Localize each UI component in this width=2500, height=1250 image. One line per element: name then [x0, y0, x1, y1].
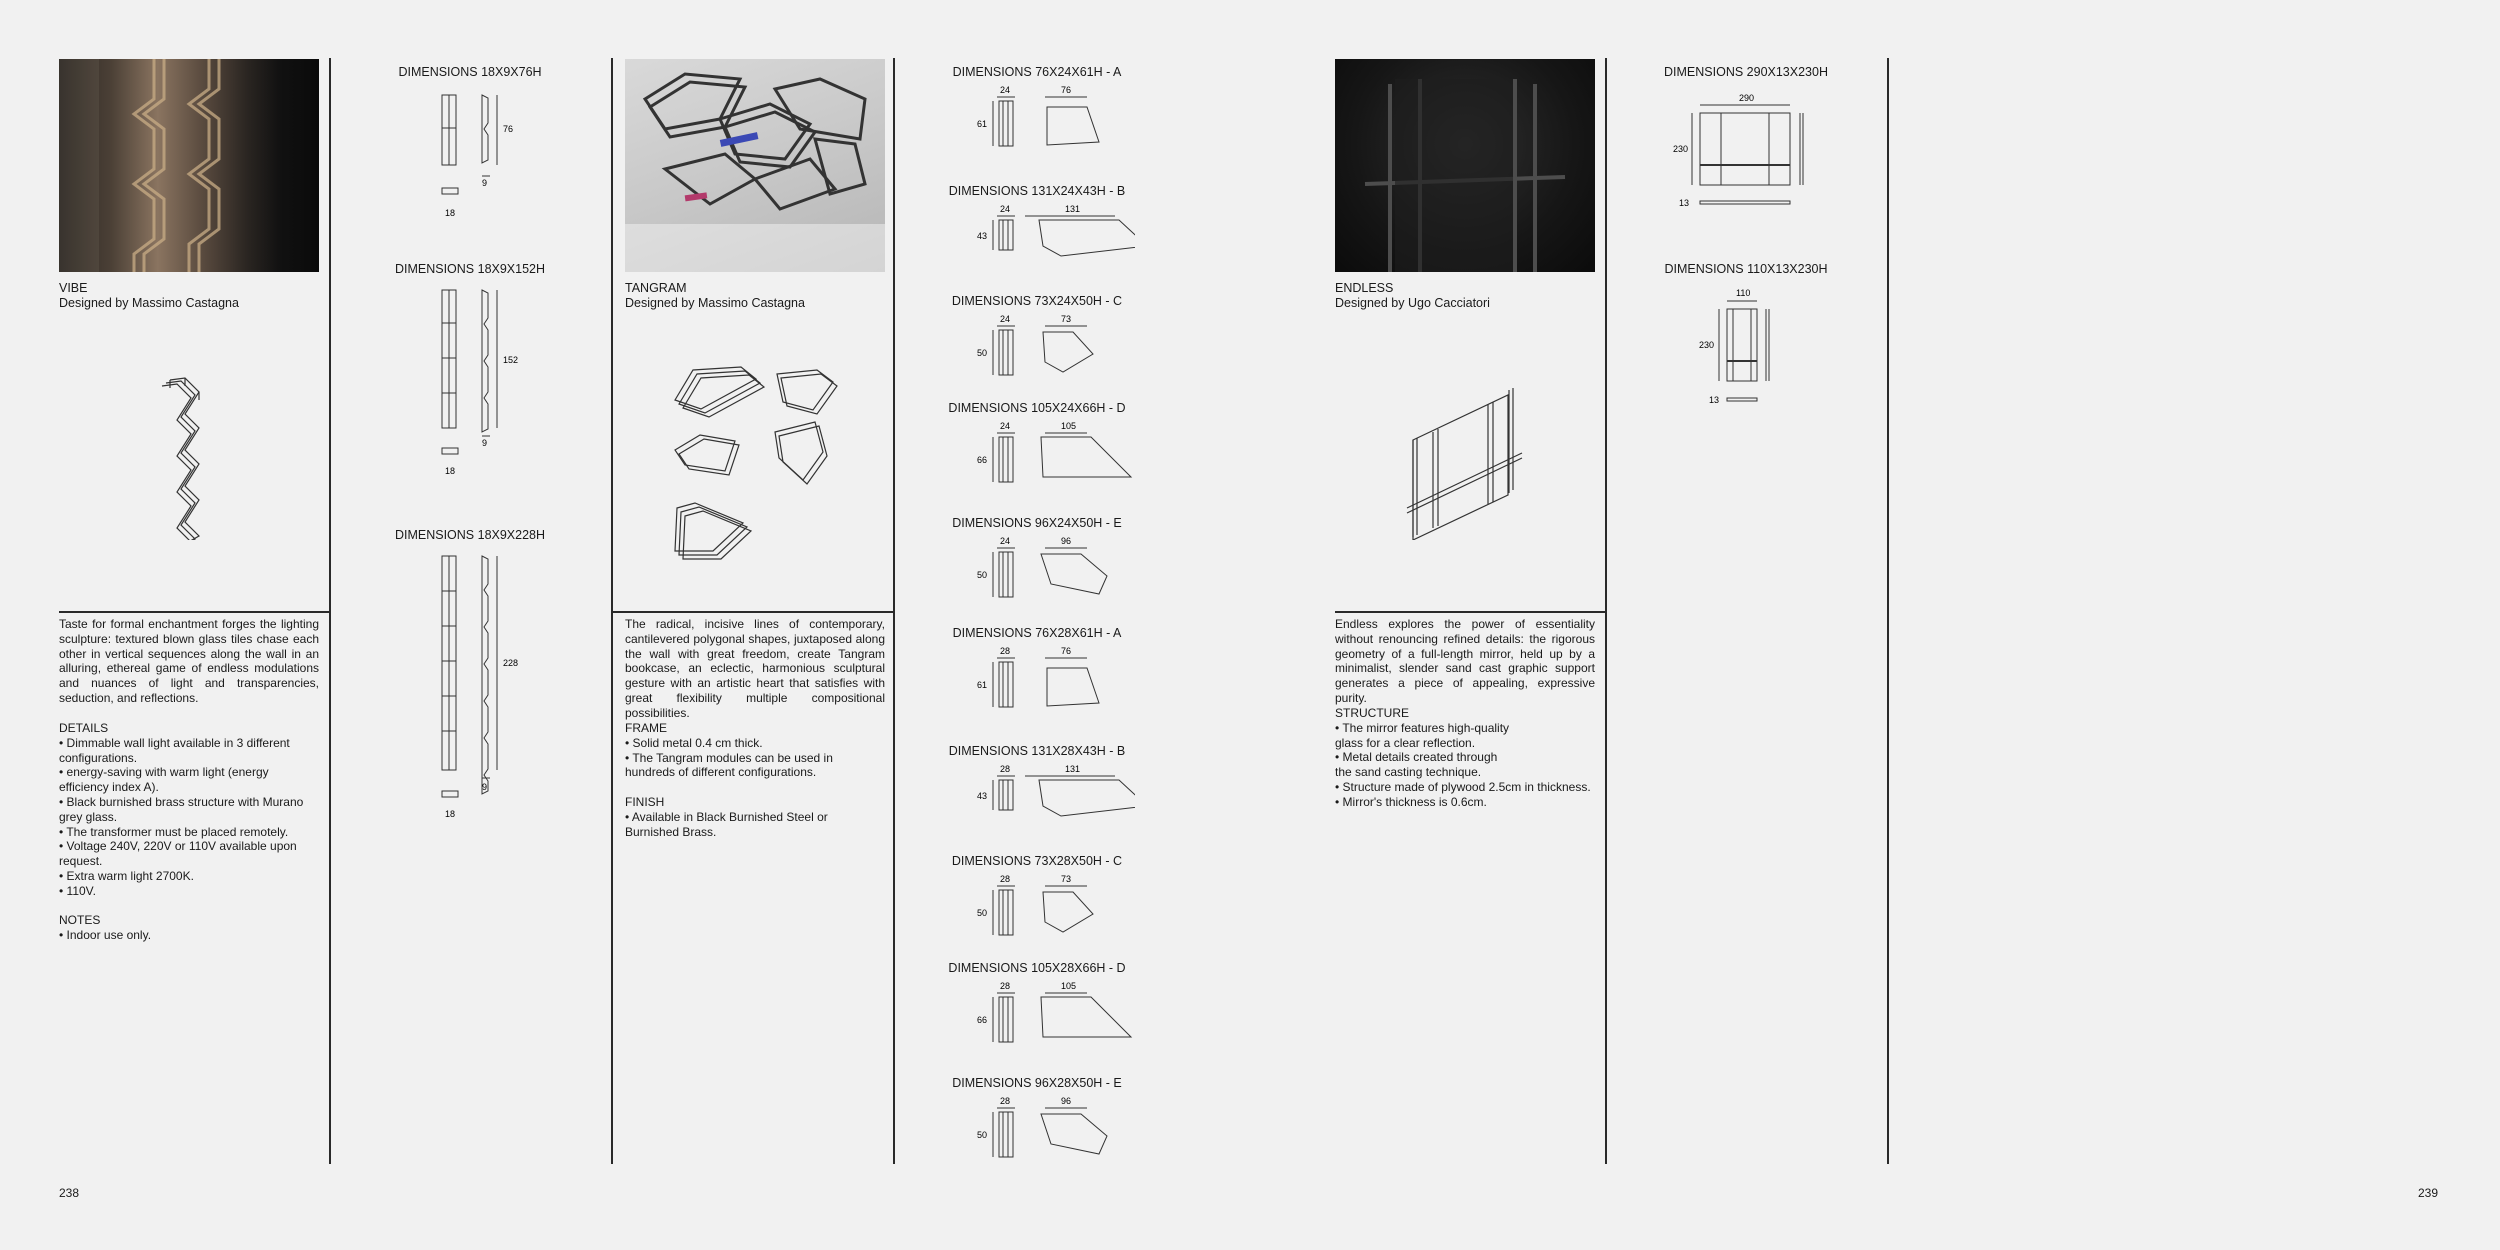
- tangram-frame-title: FRAME: [625, 721, 667, 735]
- tangram-dim-height: 66: [977, 1015, 988, 1025]
- tangram-dim-height: 61: [977, 680, 988, 690]
- vibe-dim-drawing: [430, 554, 520, 824]
- tangram-frame-item: • The Tangram modules can be used in hundreds of different configurations.: [625, 750, 833, 780]
- column-divider: [893, 58, 895, 1164]
- tangram-dim-drawing: [965, 981, 1135, 1071]
- tangram-dim-title: DIMENSIONS 96X28X50H - E: [952, 1076, 1122, 1090]
- tangram-finish-item: • Available in Black Burnished Steel or Burnished Brass.: [625, 809, 828, 839]
- endless-structure-item: • Structure made of plywood 2.5cm in thickness.: [1335, 779, 1591, 794]
- endless-dim-height: 230: [1699, 340, 1715, 350]
- section-rule: [59, 611, 329, 613]
- section-rule: [1335, 611, 1605, 613]
- tangram-dim-drawing: [965, 85, 1135, 175]
- column-divider: [329, 58, 331, 1164]
- tangram-dim-height: 43: [977, 231, 988, 241]
- tangram-description: The radical, incisive lines of contemporary, cantilevered polygonal shapes, juxtaposed along the wall with great freedom, create Tangram bookcase, an eclectic, harmonious sculptural gesture with an artistic heart that satisfies with great flexibility multiple compositional possibilities.: [625, 617, 885, 720]
- tangram-dim-width: 73: [1061, 314, 1072, 324]
- vibe-description: Taste for formal enchantment forges the lighting sculpture: textured blown glass tiles chase each other in vertical sequences along the wall in an alluring, ethereal game of endless modulations and nuances of light and transparencies, seduction, and reflections.: [59, 617, 319, 705]
- tangram-dim-width: 96: [1061, 536, 1072, 546]
- tangram-dim-title: DIMENSIONS 76X24X61H - A: [952, 65, 1122, 79]
- vibe-dim-depth: 9: [482, 178, 488, 188]
- tangram-dim-depth: 28: [1000, 981, 1011, 991]
- vibe-dim-depth: 9: [482, 782, 488, 792]
- tangram-dim-height: 61: [977, 119, 988, 129]
- tangram-dim-width: 105: [1061, 421, 1077, 431]
- tangram-photo: [625, 59, 885, 272]
- endless-photo: [1335, 59, 1595, 272]
- tangram-dim-width: 76: [1061, 85, 1072, 95]
- page-number-left: 238: [59, 1186, 80, 1200]
- tangram-dim-drawing: [965, 314, 1135, 404]
- vibe-dim-height: 228: [503, 658, 519, 668]
- vibe-detail-item: • 110V.: [59, 883, 96, 898]
- tangram-dim-depth: 28: [1000, 764, 1011, 774]
- endless-dim-width: 290: [1739, 93, 1755, 103]
- vibe-dim-drawing: [430, 288, 520, 483]
- endless-structure-item: • Mirror's thickness is 0.6cm.: [1335, 794, 1487, 809]
- tangram-dim-title: DIMENSIONS 105X28X66H - D: [948, 961, 1126, 975]
- vibe-details-title: DETAILS: [59, 721, 109, 735]
- tangram-dim-height: 50: [977, 908, 988, 918]
- vibe-product-drawing: [160, 375, 215, 540]
- vibe-dim-title: DIMENSIONS 18X9X152H: [394, 262, 546, 276]
- tangram-dim-drawing: [965, 204, 1135, 294]
- tangram-designer: Designed by Massimo Castagna: [625, 296, 805, 310]
- tangram-dim-title: DIMENSIONS 131X28X43H - B: [948, 744, 1126, 758]
- tangram-dim-height: 66: [977, 455, 988, 465]
- tangram-dim-width: 76: [1061, 646, 1072, 656]
- vibe-detail-item: • Black burnished brass structure with Murano grey glass.: [59, 794, 304, 824]
- page-number-right: 239: [2418, 1186, 2439, 1200]
- tangram-dim-height: 50: [977, 570, 988, 580]
- tangram-dim-depth: 24: [1000, 536, 1011, 546]
- tangram-dim-title: DIMENSIONS 76X28X61H - A: [952, 626, 1122, 640]
- vibe-photo: [59, 59, 319, 272]
- tangram-dim-drawing: [965, 764, 1135, 854]
- vibe-dim-width: 18: [445, 809, 456, 819]
- tangram-dim-drawing: [965, 421, 1135, 511]
- endless-dim-title: DIMENSIONS 110X13X230H: [1664, 262, 1828, 276]
- tangram-dim-drawing: [965, 1096, 1135, 1186]
- vibe-dim-drawing: [430, 90, 520, 220]
- tangram-dim-title: DIMENSIONS 131X24X43H - B: [948, 184, 1126, 198]
- tangram-dim-depth: 28: [1000, 874, 1011, 884]
- vibe-detail-item: • energy-saving with warm light (energy efficiency index A).: [59, 765, 269, 795]
- tangram-dim-depth: 24: [1000, 204, 1011, 214]
- tangram-dim-title: DIMENSIONS 96X24X50H - E: [952, 516, 1122, 530]
- tangram-dim-height: 43: [977, 791, 988, 801]
- vibe-dim-height: 76: [503, 124, 514, 134]
- tangram-dim-drawing: [965, 646, 1135, 736]
- vibe-detail-item: • The transformer must be placed remotely.: [59, 824, 289, 839]
- tangram-dim-drawing: [965, 874, 1135, 964]
- tangram-dim-title: DIMENSIONS 105X24X66H - D: [948, 401, 1126, 415]
- vibe-dim-title: DIMENSIONS 18X9X228H: [394, 528, 546, 542]
- endless-dim-drawing: [1665, 88, 1825, 213]
- endless-product-drawing: [1405, 380, 1525, 540]
- tangram-modules-drawing: [665, 350, 845, 565]
- tangram-finish-title: FINISH: [625, 794, 665, 809]
- endless-dim-title: DIMENSIONS 290X13X230H: [1664, 65, 1828, 79]
- column-divider: [1605, 58, 1607, 1164]
- tangram-dim-width: 131: [1065, 764, 1081, 774]
- endless-structure-title: STRUCTURE: [1335, 706, 1409, 720]
- vibe-note-item: • Indoor use only.: [59, 928, 152, 943]
- tangram-dim-depth: 24: [1000, 85, 1011, 95]
- tangram-dim-drawing: [965, 536, 1135, 626]
- endless-structure-item: • The mirror features high-quality glass for a clear reflection.: [1335, 720, 1510, 750]
- vibe-dim-height: 152: [503, 355, 519, 365]
- vibe-notes-title: NOTES: [59, 913, 101, 928]
- tangram-dim-width: 73: [1061, 874, 1072, 884]
- tangram-dim-depth: 28: [1000, 646, 1011, 656]
- tangram-dim-height: 50: [977, 1130, 988, 1140]
- column-divider: [1887, 58, 1889, 1164]
- endless-dim-depth: 13: [1709, 395, 1720, 405]
- vibe-detail-item: • Voltage 240V, 220V or 110V available upon request.: [59, 839, 297, 869]
- endless-dim-height: 230: [1673, 144, 1689, 154]
- endless-description: Endless explores the power of essentiality without renouncing refined details: the rigorous geometry of a full-length mirror, held up by a minimalist, slender sand cast graphic support generates a piece of appealing, expressive purity.: [1335, 617, 1595, 705]
- vibe-name: VIBE: [59, 281, 88, 295]
- endless-name: ENDLESS: [1335, 281, 1394, 295]
- tangram-dim-width: 96: [1061, 1096, 1072, 1106]
- vibe-detail-item: • Dimmable wall light available in 3 different configurations.: [59, 735, 290, 765]
- vibe-detail-item: • Extra warm light 2700K.: [59, 868, 194, 883]
- tangram-dim-depth: 24: [1000, 314, 1011, 324]
- vibe-dim-title: DIMENSIONS 18X9X76H: [398, 65, 542, 79]
- tangram-dim-width: 105: [1061, 981, 1077, 991]
- endless-dim-width: 110: [1736, 288, 1751, 298]
- tangram-dim-height: 50: [977, 348, 988, 358]
- tangram-dim-width: 131: [1065, 204, 1081, 214]
- tangram-dim-title: DIMENSIONS 73X24X50H - C: [951, 294, 1123, 308]
- tangram-dim-depth: 24: [1000, 421, 1011, 431]
- endless-structure-item: • Metal details created through the sand casting technique.: [1335, 750, 1498, 780]
- vibe-designer: Designed by Massimo Castagna: [59, 296, 239, 310]
- tangram-name: TANGRAM: [625, 281, 687, 295]
- section-rule: [611, 611, 893, 613]
- vibe-dim-width: 18: [445, 208, 456, 218]
- vibe-dim-width: 18: [445, 466, 456, 476]
- tangram-frame-item: • Solid metal 0.4 cm thick.: [625, 735, 763, 750]
- tangram-dim-title: DIMENSIONS 73X28X50H - C: [951, 854, 1123, 868]
- tangram-dim-depth: 28: [1000, 1096, 1011, 1106]
- endless-designer: Designed by Ugo Cacciatori: [1335, 296, 1490, 310]
- endless-dim-drawing: [1695, 285, 1795, 410]
- endless-dim-depth: 13: [1679, 198, 1690, 208]
- vibe-dim-depth: 9: [482, 438, 488, 448]
